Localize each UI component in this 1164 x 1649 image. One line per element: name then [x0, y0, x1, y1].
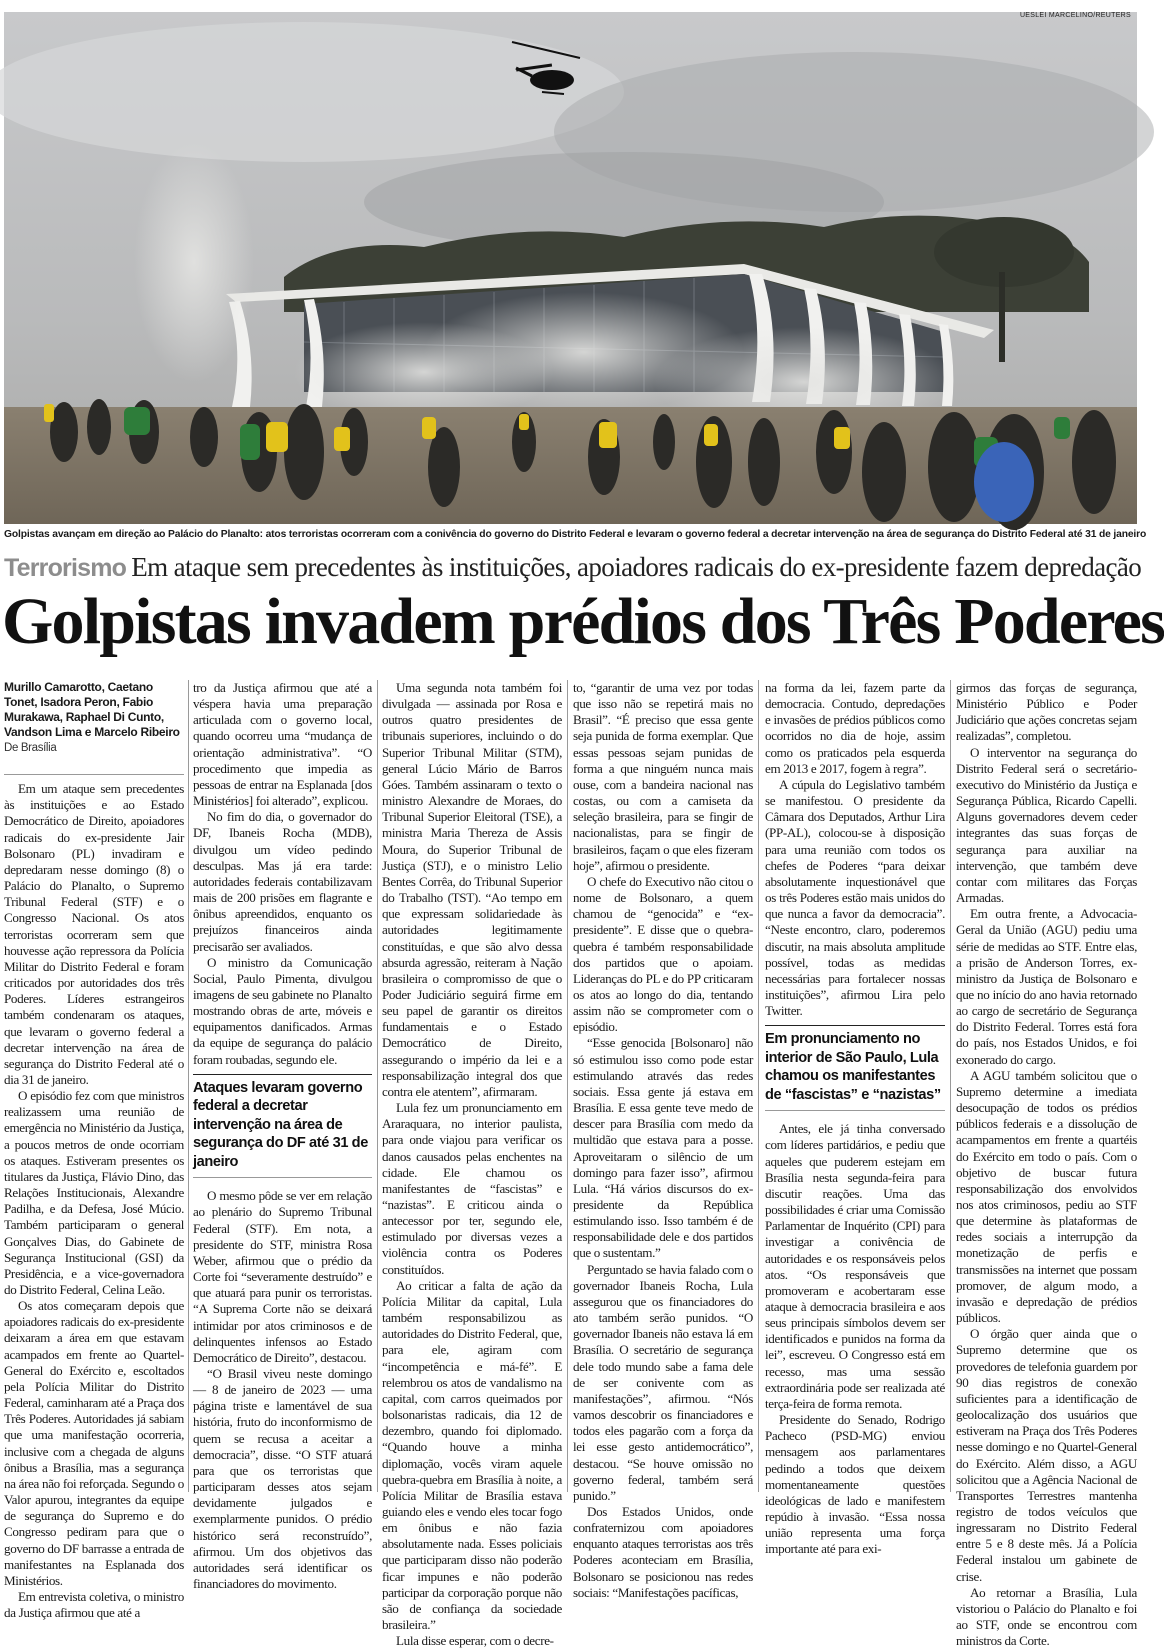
column-divider: [950, 680, 951, 1492]
paragraph: Os atos começaram depois que apoiadores radicais do ex-presidente deixaram a área em que estavam acampados em frente ao Quartel-General do Exército e, escoltados pela Polícia Militar do Distrito Federal, caminharam até a Praça dos Três Poderes. Autoridades já sabiam que uma manifestação ocorreria, inclusive com a chegada de alguns ônibus a Brasília, mas a segurança na área não foi reforçada. Segundo o Valor apurou, integrantes da equipe de segurança do Supremo e do Congresso pediram para que o governo do DF barrasse a entrada de manifestantes na Esplanada dos Ministérios.: [4, 1298, 184, 1588]
intro-divider: [4, 774, 184, 775]
paragraph: Lula fez um pronunciamento em Araraquara, no interior paulista, para onde viajou para verificar os danos causados pelas enchentes na cidade. Ele chamou os manifestantes de “fascistas” e “nazistas”. E criticou ainda o antecessor por ter, segundo ele, estimulado por diversas vezes a violência contra os Poderes constituídos.: [382, 1100, 562, 1277]
dateline: De Brasília: [4, 742, 57, 754]
paragraph: O interventor na segurança do Distrito Federal será o secretário-executivo do Ministério da Justiça e Segurança Pública, Ricardo Capelli. Alguns governadores devem ceder integrantes das suas forças de segurança para auxiliar na intervenção, que também deve contar com militares das Forças Armadas.: [956, 744, 1137, 906]
pullquote-box-2: [765, 1025, 945, 1111]
column-divider: [377, 680, 378, 1492]
paragraph: “Esse genocida [Bolsonaro] não só estimulou isso como pode estar estimulando através das redes sociais. Essa gente já estava em Brasília. E essa gente teve medo de descer para Brasília com medo da multidão que estava para a posse. Aproveitaram o silêncio de um domingo para fazer isso”, afirmou Lula. “Há vários discursos do ex-presidente da República estimulando isso. Isso também é de responsabilidade dele e dos partidos que o sustentam.”: [573, 1035, 753, 1261]
paragraph: O chefe do Executivo não citou o nome de Bolsonaro, a quem chamou de “genocida” e “ex-presidente”. E disse que o quebra-quebra é também responsabilidade dos partidos que o apoiam. Lideranças do PL e do PP criticaram os atos ao longo do dia, tentando assim não se comprometer com o episódio.: [573, 873, 753, 1035]
column-6: [956, 680, 1137, 1649]
column-5: [765, 680, 945, 1557]
paragraph: na forma da lei, fazem parte da democracia. Contudo, depredações e invasões de prédios públicos como ocorridos no dia de hoje, assim como os praticados pela esquerda em 2013 e 2017, fogem à regra”.: [765, 680, 945, 776]
column-3: [382, 680, 562, 1649]
paragraph: Antes, ele já tinha conversado com líderes partidários, e pediu que aqueles que puderem estejam em Brasília nesta segunda-feira para discutir reações. Uma das possibilidades é criar uma Comissão Parlamentar de Inquérito (CPI) para investigar a conivência de autoridades e os responsáveis pelos atos. “Os responsáveis que promoveram e acobertaram esse ataque à democracia brasileira e aos seus principais símbolos devem ser identificados e punidos na forma da lei”, escreveu. O Congresso está em recesso, mas uma sessão extraordinária pode ser realizada até terça-feira de forma remota.: [765, 1121, 945, 1411]
photo-illustration: [4, 12, 1137, 524]
headline: Golpistas invadem prédios dos Três Poderes: [2, 585, 1164, 658]
paragraph: Em outra frente, a Advocacia-Geral da União (AGU) pediu uma série de medidas ao STF. Entre elas, a prisão de Anderson Torres, ex-ministro da Justiça de Bolsonaro e que no início do ano havia retornado ao cargo de secretário de Segurança do Distrito Federal. Torres está fora do país, nos Estados Unidos, e foi exonerado do cargo.: [956, 906, 1137, 1067]
column-divider: [758, 680, 759, 1492]
photo-credit: UESLEI MARCELINO/REUTERS: [1019, 12, 1131, 19]
column-4: [573, 680, 753, 1600]
paragraph: Ao retornar a Brasília, Lula vistoriou o Palácio do Planalto e foi ao STF, onde se encontrou com ministros da Corte.: [956, 1584, 1137, 1649]
paragraph: Lula disse esperar, com o decre-: [396, 1633, 554, 1649]
pullquote-divider: [193, 1177, 372, 1178]
paragraph: O mesmo pôde se ver em relação ao plenário do Supremo Tribunal Federal (STF). Em nota, a presidente do STF, ministra Rosa Weber, afirmou que o prédio da Corte foi “severamente destruído” e que atuará para punir os terroristas. “A Suprema Corte não se deixará intimidar por atos criminosos e de delinquentes infensos ao Estado Democrático de Direito”, destacou.: [193, 1188, 372, 1365]
paragraph: girmos das forças de segurança, Ministério Público e Poder Judiciário que ações concretas sejam realizadas”, completou.: [956, 680, 1137, 744]
pullquote-box-1: [193, 1074, 372, 1179]
paragraph: No fim do dia, o governador do DF, Ibaneis Rocha (MDB), divulgou um vídeo pedindo desculpas. Mas já era tarde: autoridades federais contabilizavam mais de 200 prisões em flagrante e ônibus apreendidos, enquanto os prejuízos financeiros ainda precisarão ser avaliados.: [193, 809, 372, 954]
photo-caption: Golpistas avançam em direção ao Palácio do Planalto: atos terroristas ocorreram com a conivência do governo do Distrito Federal e levaram o governo federal a decretar intervenção na área de segurança do Distrito Federal até 31 de janeiro: [4, 529, 1147, 540]
paragraph: Em entrevista coletiva, o ministro da Justiça afirmou que até a: [4, 1588, 184, 1621]
pullquote-divider: [765, 1110, 945, 1111]
pullquote-2: Em pronunciamento no interior de São Paulo, Lula chamou os manifestantes de “fascistas” e “nazistas”: [765, 1031, 941, 1103]
column-divider: [188, 680, 189, 1492]
paragraph: Em um ataque sem precedentes às instituições e ao Estado Democrático de Direito, apoiadores radicais do ex-presidente Jair Bolsonaro (PL) invadiram e depredaram nesse domingo (8) o Palácio do Planalto, o Supremo Tribunal Federal (STF) e o Congresso Nacional. Os atos terroristas ocorreram sem que houvesse ação repressora da Polícia Militar do Distrito Federal e foram criticados por autoridades dos três Poderes. Líderes estrangeiros também condenaram os ataques, que levaram o governo federal a decretar intervenção na área de segurança do Distrito Federal até o dia 31 de janeiro.: [4, 781, 184, 1087]
subheadline: Em ataque sem precedentes às instituições, apoiadores radicais do ex-presidente fazem depredação: [131, 552, 1142, 582]
section-kicker: Terrorismo: [4, 554, 127, 582]
paragraph: A AGU também solicitou que o Supremo determine a imediata desocupação de todos os prédios públicos federais e a dissolução de acampamentos em frente a quartéis do Exército em todo o país. Com o objetivo de buscar futura responsabilização dos envolvidos nos atos criminosos, pediu ao STF que determine às plataformas de redes sociais a interrupção da monetização de perfis e transmissões na internet que possam promover, de algum modo, a invasão e depredação de prédios públicos.: [956, 1067, 1137, 1326]
column-2: [193, 680, 372, 1591]
paragraph: Uma segunda nota também foi divulgada — assinada por Rosa e outros quatro presidentes de tribunais superiores, incluindo o do Superior Tribunal Militar (STM), general Lúcio Mário de Barros Góes. Também assinaram o texto o ministro Alexandre de Moraes, do Tribunal Superior Eleitoral (TSE), a ministra Maria Thereza de Assis Moura, do Superior Tribunal de Justiça (STJ), e o ministro Lelio Bentes Corrêa, do Tribunal Superior do Trabalho (TST). “Ao tempo em que expressam solidariedade às autoridades legitimamente constituídas, e que são alvo dessa absurda agressão, reiteram à Nação brasileira o compromisso de que o Poder Judiciário seguirá firme em seu papel de garantir os direitos fundamentais e o Estado Democrático de Direito, assegurando o império da lei e a responsabilização integral dos que contra ele atentem”, afirmaram.: [382, 680, 562, 1099]
paragraph: to, “garantir de uma vez por todas que isso não se repetirá mais no Brasil”. “É preciso que essa gente seja punida de forma exemplar. Que essas pessoas sejam punidas de forma a que ninguém nunca mais ouse, com a bandeira nacional nas costas, ou com a camiseta da seleção brasileira, para se fingir de nacionalistas, para se fingir de brasileiros, façam o que eles fizeram hoje”, afirmou o presidente.: [573, 680, 753, 873]
lead-photo: [4, 12, 1137, 524]
paragraph: O episódio fez com que ministros realizassem uma reunião de emergência no Ministério da Justiça, a poucos metros de onde ocorriam os ataques. Estiveram presentes os titulares da Justiça, Flávio Dino, das Relações Institucionais, Alexandre Padilha, e da Defesa, José Múcio. Também participaram o general Gonçalves Dias, do Gabinete de Segurança Institucional (GSI) da Presidência, e a vice-governadora do Distrito Federal, Celina Leão.: [4, 1088, 184, 1297]
paragraph: Ao criticar a falta de ação da Polícia Militar da capital, Lula também responsabilizou as autoridades do Distrito Federal, que, para ele, agiram com “incompetência e má-fé”. E relembrou os atos de vandalismo na capital, com carros queimados por bolsonaristas radicais, dia 12 de dezembro, quando foi diplomado. “Quando houve a minha diplomação, vocês viram aquele quebra-quebra em Brasília à noite, a Polícia Militar de Brasília estava guiando eles e vendo eles tocar fogo em ônibus e não fazia absolutamente nada. Esses policiais que participaram disso não poderão ficar impunes e não poderão participar da corporação porque não são de confiança da sociedade brasileira.”: [382, 1277, 562, 1633]
paragraph: A cúpula do Legislativo também se manifestou. O presidente da Câmara dos Deputados, Arthur Lira (PP-AL), colocou-se à disposição para uma reunião com todos os chefes de Poderes “para deixar absolutamente inquestionável que os três Poderes estão mais unidos do que nunca a favor da democracia”. “Neste encontro, claro, poderemos discutir, na mais absoluta amplitude possível, todas as medidas necessárias para fortalecer nossas instituições”, afirmou Lira pelo Twitter.: [765, 776, 945, 1019]
byline: Murillo Camarotto, Caetano Tonet, Isadora Peron, Fabio Murakawa, Raphael Di Cunto, Vandson Lima e Marcelo Ribeiro: [4, 680, 180, 739]
paragraph: O ministro da Comunicação Social, Paulo Pimenta, divulgou imagens de seu gabinete no Planalto mostrando obras de arte, móveis e equipamentos danificados. Armas da equipe de segurança do palácio foram roubadas, segundo ele.: [193, 954, 372, 1067]
paragraph: Perguntado se havia falado com o governador Ibaneis Rocha, Lula assegurou que os financiadores do ato também serão punidos. “O governador Ibaneis não estava lá em Brasília. O secretário de segurança dele todo mundo sabe a fama dele de ser conivente com as manifestações”, afirmou. “Nós vamos descobrir os financiadores e todos eles pagarão com a força da lei esse gesto antidemocrático”, destacou. “Se houve omissão no governo federal, também será punido.”: [573, 1261, 753, 1503]
paragraph: Dos Estados Unidos, onde confraternizou com apoiadores enquanto ataques terroristas aos três Poderes aconteciam em Brasília, Bolsonaro se posicionou nas redes sociais: “Manifestações pacíficas,: [573, 1503, 753, 1600]
column-divider: [567, 680, 568, 1492]
column-1: [4, 680, 184, 1621]
paragraph: O órgão quer ainda que o Supremo determine que os provedores de telefonia guardem por 90 dias registros de conexão suficientes para a identificação de geolocalização dos usuários que estiveram na Praça dos Três Poderes nesse domingo e no Quartel-General do Exército. Além disso, a AGU solicitou que a Agência Nacional de Transportes Terrestres mantenha registro de todos veículos que ingressaram no Distrito Federal entre 5 e 8 deste mês. Já a Polícia Federal instalou um gabinete de crise.: [956, 1326, 1137, 1584]
pullquote-1: Ataques levaram governo federal a decretar intervenção na área de segurança do DF até 31 de janeiro: [193, 1079, 368, 1170]
column-1-body: [4, 781, 184, 1621]
kicker-line: [4, 552, 1142, 583]
paragraph: tro da Justiça afirmou que até a véspera havia uma preparação articulada com o governo local, quando ocorreu uma “mudança de orientação administrativa”. “O procedimento que impedia as pessoas de entrar na Esplanada [dos Ministérios] foi alterado”, explicou.: [193, 680, 372, 809]
paragraph: “O Brasil viveu neste domingo — 8 de janeiro de 2023 — uma página triste e lamentável de sua história, fruto do inconformismo de quem se recusa a aceitar a democracia”, disse. “O STF atuará para que os terroristas que participaram desses atos sejam devidamente julgados e exemplarmente punidos. O prédio histórico será reconstruído”, afirmou. Um dos objetivos das autoridades será identificar os financiadores do movimento.: [193, 1365, 372, 1591]
paragraph: Presidente do Senado, Rodrigo Pacheco (PSD-MG) enviou mensagem aos parlamentares pedindo a todos que deixem momentaneamente questões ideológicas de lado e manifestem repúdio à invasão. “Essa nossa união representa uma força importante até para exi-: [765, 1412, 945, 1557]
